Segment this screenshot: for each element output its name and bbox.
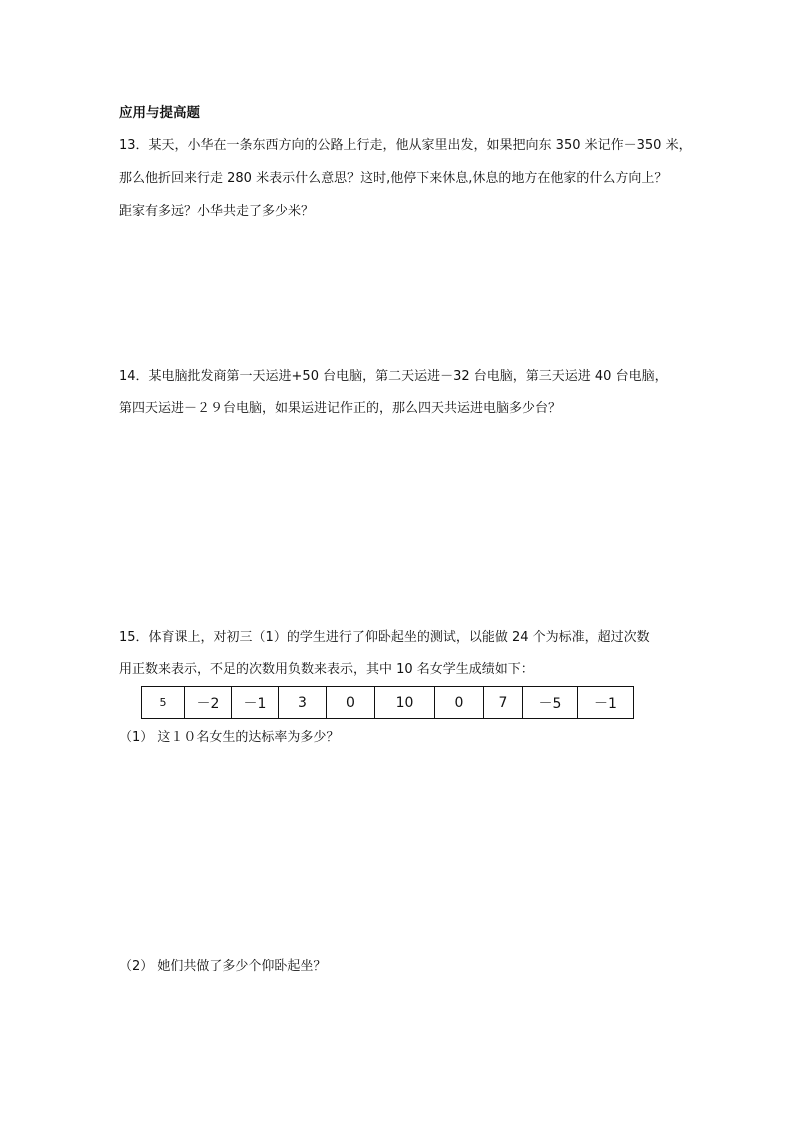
score-cell: 0 bbox=[435, 687, 484, 719]
q14-line-2: 第四天运进－２９台电脑，如果运进记作正的，那么四天共运进电脑多少台？ bbox=[119, 401, 562, 416]
q15-line-2: 用正数来表示，不足的次数用负数来表示，其中 10 名女学生成绩如下： bbox=[119, 662, 534, 677]
score-cell: 3 bbox=[279, 687, 327, 719]
q14-line-1: 14．某电脑批发商第一天运进+50 台电脑，第二天运进－32 台电脑，第三天运进 40 台电脑， bbox=[119, 369, 668, 384]
score-cell: 7 bbox=[484, 687, 523, 719]
score-cell: 10 bbox=[375, 687, 435, 719]
score-cell: －5 bbox=[523, 687, 578, 719]
score-cell: －1 bbox=[578, 687, 634, 719]
q13-line-1: 13．某天，小华在一条东西方向的公路上行走，他从家里出发，如果把向东 350 米记作－350 米， bbox=[119, 138, 692, 153]
section-title: 应用与提高题 bbox=[119, 105, 200, 121]
score-cell: 5 bbox=[142, 687, 185, 719]
q15-sub-2: （2） 她们共做了多少个仰卧起坐？ bbox=[119, 959, 327, 974]
q15-sub-1: （1） 这１０名女生的达标率为多少？ bbox=[119, 730, 340, 745]
q15-line-1: 15．体育课上，对初三（1）的学生进行了仰卧起坐的测试，以能做 24 个为标准，超过次数 bbox=[119, 630, 650, 645]
score-cell: －1 bbox=[232, 687, 279, 719]
scores-table bbox=[141, 686, 634, 719]
q13-line-3: 距家有多远？小华共走了多少米？ bbox=[119, 204, 315, 219]
q13-line-2: 那么他折回来行走 280 米表示什么意思？这时,他停下来休息,休息的地方在他家的什么方向上？ bbox=[119, 171, 668, 186]
score-cell: 0 bbox=[327, 687, 375, 719]
score-cell: －2 bbox=[185, 687, 232, 719]
table-row bbox=[142, 687, 634, 719]
